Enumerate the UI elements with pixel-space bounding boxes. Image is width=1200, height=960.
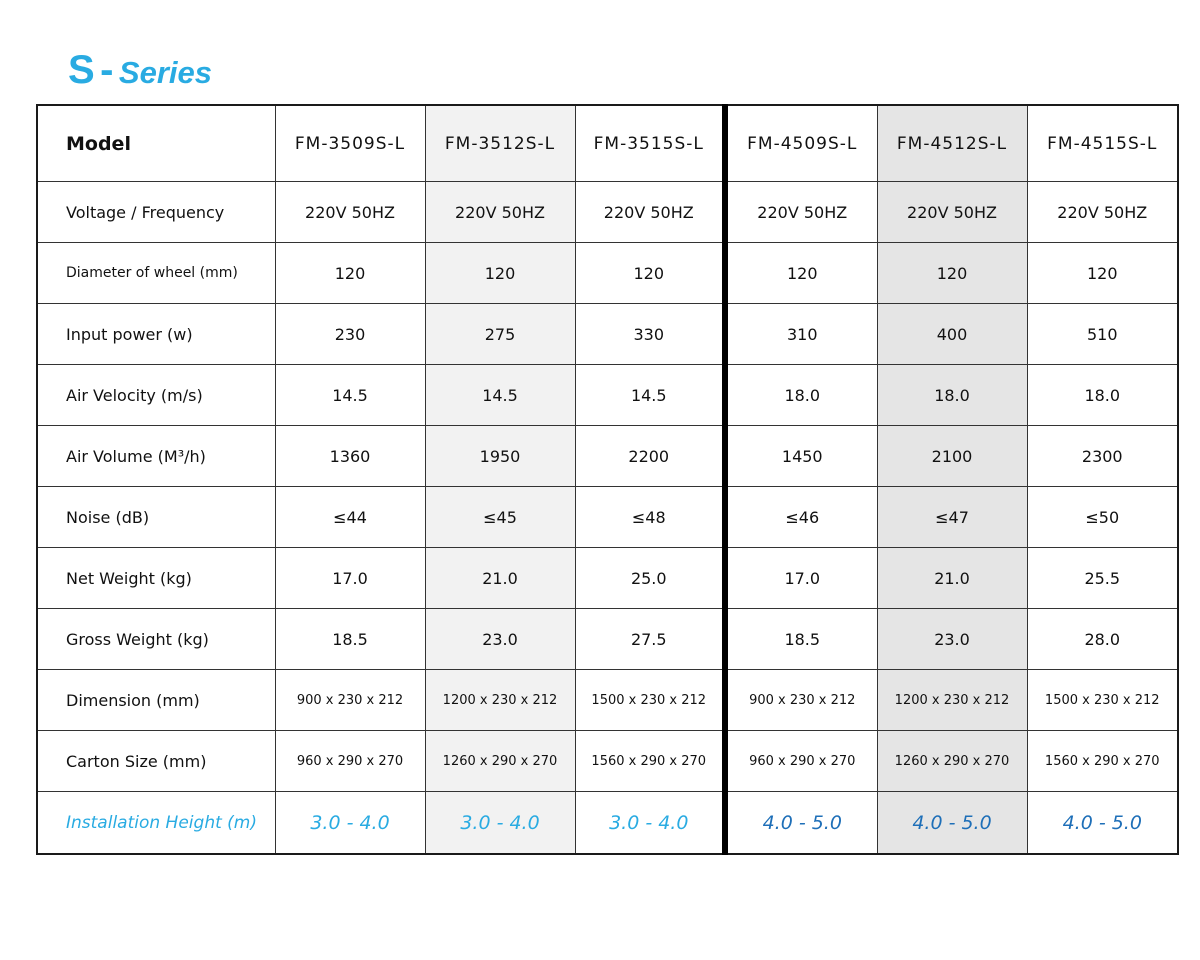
- table-cell: 310: [725, 304, 877, 365]
- table-cell: 120: [877, 243, 1027, 304]
- row-label: Noise (dB): [37, 487, 275, 548]
- table-row: [37, 426, 1178, 487]
- model-name: FM-4515S-L: [1027, 105, 1178, 182]
- table-cell: 1200 x 230 x 212: [425, 670, 575, 731]
- table-cell: 2100: [877, 426, 1027, 487]
- installation-height-value: 4.0 - 5.0: [877, 792, 1027, 855]
- table-row: [37, 487, 1178, 548]
- table-cell: 14.5: [425, 365, 575, 426]
- table-cell: ≤50: [1027, 487, 1178, 548]
- model-name: FM-3515S-L: [575, 105, 725, 182]
- table-row: [37, 670, 1178, 731]
- model-name: FM-4509S-L: [725, 105, 877, 182]
- table-cell: 1360: [275, 426, 425, 487]
- table-row: [37, 731, 1178, 792]
- table-cell: 220V 50HZ: [275, 182, 425, 243]
- table-cell: ≤47: [877, 487, 1027, 548]
- table-row: [37, 548, 1178, 609]
- table-cell: 275: [425, 304, 575, 365]
- table-cell: 1500 x 230 x 212: [1027, 670, 1178, 731]
- table-cell: 18.5: [275, 609, 425, 670]
- table-cell: 960 x 290 x 270: [275, 731, 425, 792]
- table-header-row: [37, 105, 1178, 182]
- table-cell: 510: [1027, 304, 1178, 365]
- row-label: Voltage / Frequency: [37, 182, 275, 243]
- table-cell: 18.0: [725, 365, 877, 426]
- table-cell: 21.0: [425, 548, 575, 609]
- table-cell: 14.5: [275, 365, 425, 426]
- row-label: Air Velocity (m/s): [37, 365, 275, 426]
- table-cell: 2300: [1027, 426, 1178, 487]
- row-label: Gross Weight (kg): [37, 609, 275, 670]
- table-cell: 1200 x 230 x 212: [877, 670, 1027, 731]
- table-cell: 120: [275, 243, 425, 304]
- table-cell: 28.0: [1027, 609, 1178, 670]
- table-cell: 220V 50HZ: [425, 182, 575, 243]
- table-cell: 27.5: [575, 609, 725, 670]
- table-cell: 18.0: [1027, 365, 1178, 426]
- table-cell: 220V 50HZ: [1027, 182, 1178, 243]
- table-cell: 18.0: [877, 365, 1027, 426]
- table-cell: 330: [575, 304, 725, 365]
- table-cell: ≤45: [425, 487, 575, 548]
- table-cell: 18.5: [725, 609, 877, 670]
- table-cell: 23.0: [425, 609, 575, 670]
- table-cell: 220V 50HZ: [725, 182, 877, 243]
- table-cell: ≤48: [575, 487, 725, 548]
- installation-height-row: [37, 792, 1178, 855]
- table-cell: 1260 x 290 x 270: [877, 731, 1027, 792]
- row-label: Input power (w): [37, 304, 275, 365]
- spec-table: [36, 104, 1179, 855]
- table-cell: 120: [425, 243, 575, 304]
- table-cell: 23.0: [877, 609, 1027, 670]
- series-title-dash: -: [100, 48, 115, 92]
- model-name: FM-3512S-L: [425, 105, 575, 182]
- row-label: Air Volume (M³/h): [37, 426, 275, 487]
- table-cell: 1560 x 290 x 270: [575, 731, 725, 792]
- row-label: Dimension (mm): [37, 670, 275, 731]
- table-row: [37, 609, 1178, 670]
- installation-height-value: 4.0 - 5.0: [725, 792, 877, 855]
- table-cell: 2200: [575, 426, 725, 487]
- installation-height-value: 3.0 - 4.0: [575, 792, 725, 855]
- table-cell: 25.5: [1027, 548, 1178, 609]
- table-row: [37, 243, 1178, 304]
- table-cell: 230: [275, 304, 425, 365]
- table-cell: 220V 50HZ: [877, 182, 1027, 243]
- table-cell: 1500 x 230 x 212: [575, 670, 725, 731]
- table-cell: 400: [877, 304, 1027, 365]
- table-cell: 1950: [425, 426, 575, 487]
- table-cell: 900 x 230 x 212: [275, 670, 425, 731]
- table-cell: 1560 x 290 x 270: [1027, 731, 1178, 792]
- table-cell: 960 x 290 x 270: [725, 731, 877, 792]
- table-cell: 1260 x 290 x 270: [425, 731, 575, 792]
- model-name: FM-3509S-L: [275, 105, 425, 182]
- table-cell: 120: [575, 243, 725, 304]
- table-cell: 120: [1027, 243, 1178, 304]
- table-row: [37, 365, 1178, 426]
- table-cell: 1450: [725, 426, 877, 487]
- header-label: Model: [37, 105, 275, 182]
- table-cell: 17.0: [725, 548, 877, 609]
- table-cell: 14.5: [575, 365, 725, 426]
- series-title-letter: S: [68, 48, 96, 92]
- row-label: Net Weight (kg): [37, 548, 275, 609]
- table-cell: 120: [725, 243, 877, 304]
- series-title: [68, 48, 212, 93]
- series-title-word: Series: [118, 55, 212, 90]
- table-cell: 17.0: [275, 548, 425, 609]
- installation-height-value: 4.0 - 5.0: [1027, 792, 1178, 855]
- table-cell: 25.0: [575, 548, 725, 609]
- installation-height-value: 3.0 - 4.0: [425, 792, 575, 855]
- table-cell: 220V 50HZ: [575, 182, 725, 243]
- installation-height-label: Installation Height (m): [37, 792, 275, 855]
- installation-height-value: 3.0 - 4.0: [275, 792, 425, 855]
- row-label: Carton Size (mm): [37, 731, 275, 792]
- table-cell: ≤46: [725, 487, 877, 548]
- table-cell: 21.0: [877, 548, 1027, 609]
- table-cell: 900 x 230 x 212: [725, 670, 877, 731]
- table-row: [37, 304, 1178, 365]
- table-cell: ≤44: [275, 487, 425, 548]
- model-name: FM-4512S-L: [877, 105, 1027, 182]
- table-row: [37, 182, 1178, 243]
- row-label: Diameter of wheel (mm): [37, 243, 275, 304]
